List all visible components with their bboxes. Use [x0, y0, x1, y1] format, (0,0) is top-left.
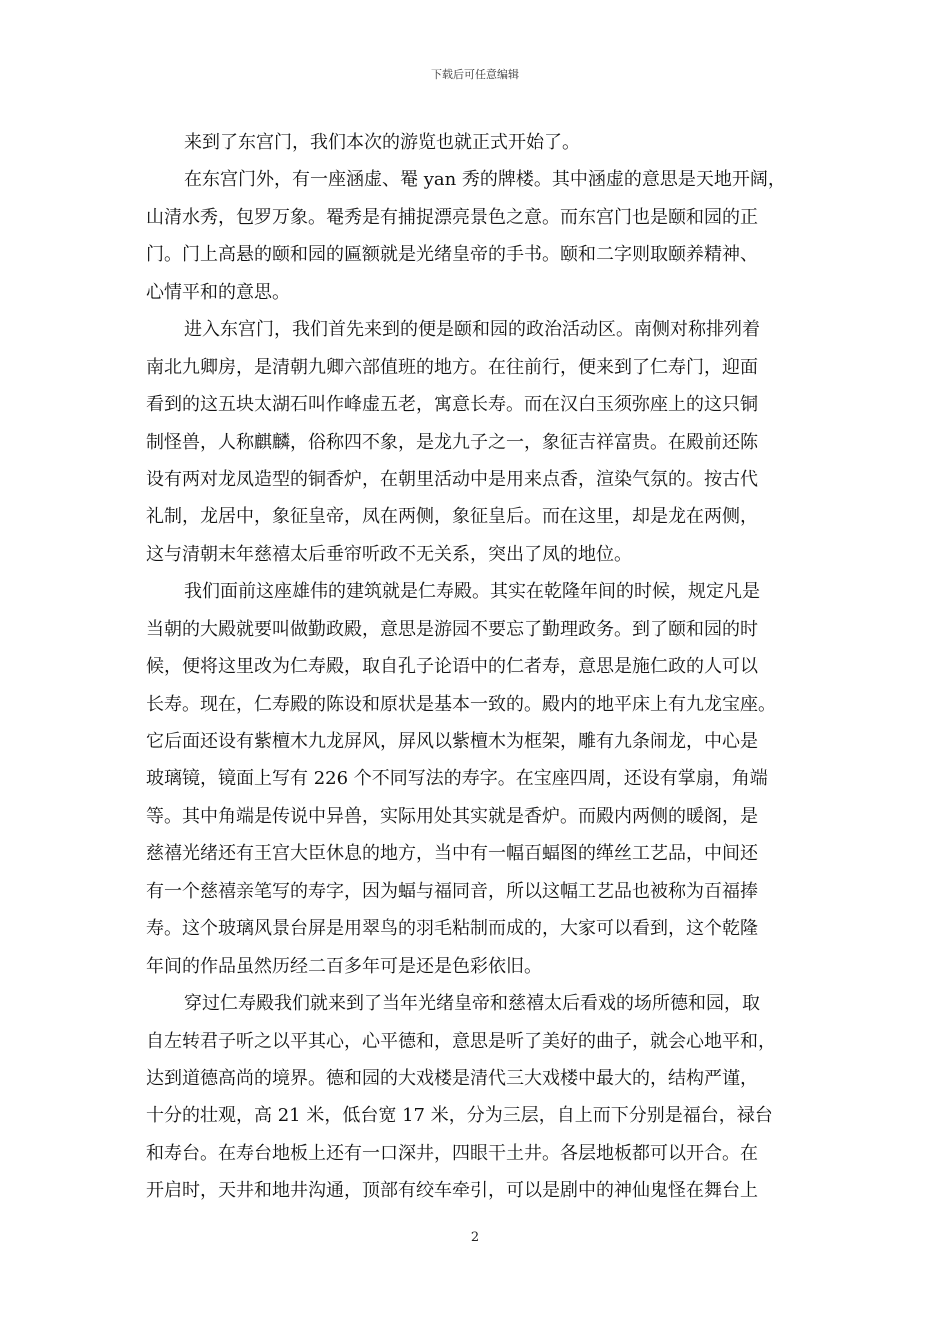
text-line: 玻璃镜，镜面上写有 226 个不同写法的寿字。在宝座四周，还设有掌扇，角端 [146, 768, 768, 790]
text-line: 和寿台。在寿台地板上还有一口深井，四眼干土井。各层地板都可以开合。在 [146, 1142, 758, 1164]
text-line: 它后面还设有紫檀木九龙屏风，屏风以紫檀木为框架，雕有九条闹龙，中心是 [146, 731, 758, 752]
page-number: 2 [470, 1230, 480, 1245]
text-line: 门。门上高悬的颐和园的匾额就是光绪皇帝的手书。颐和二字则取颐养精神、 [146, 244, 758, 266]
text-line: 心情平和的意思。 [146, 281, 290, 303]
text-line: 长寿。现在，仁寿殿的陈设和原状是基本一致的。殿内的地平床上有九龙宝座。 [146, 693, 776, 715]
document-body [146, 124, 806, 1210]
page-header: 下载后可任意编辑 [431, 68, 519, 81]
text-line: 山清水秀，包罗万象。罨秀是有捕捉漂亮景色之意。而东宫门也是颐和园的正 [146, 206, 758, 228]
text-line: 有一个慈禧亲笔写的寿字，因为蝠与福同音，所以这幅工艺品也被称为百福捧 [146, 880, 758, 902]
text-line: 候，便将这里改为仁寿殿，取自孔子论语中的仁者寿，意思是施仁政的人可以 [146, 656, 758, 678]
text-line: 寿。这个玻璃风景台屏是用翠鸟的羽毛粘制而成的，大家可以看到，这个乾隆 [146, 918, 758, 940]
text-line: 制怪兽，人称麒麟，俗称四不象，是龙九子之一，象征吉祥富贵。在殿前还陈 [146, 431, 758, 453]
text-line: 我们面前这座雄伟的建筑就是仁寿殿。其实在乾隆年间的时候，规定凡是 [184, 581, 760, 603]
text-line: 看到的这五块太湖石叫作峰虚五老，寓意长寿。而在汉白玉须弥座上的这只铜 [146, 394, 758, 416]
text-line: 设有两对龙凤造型的铜香炉，在朝里活动中是用来点香，渲染气氛的。按古代 [146, 468, 758, 490]
text-line: 进入东宫门，我们首先来到的便是颐和园的政治活动区。南侧对称排列着 [184, 319, 760, 341]
text-line: 开启时，天井和地井沟通，顶部有绞车牵引，可以是剧中的神仙鬼怪在舞台上 [146, 1180, 758, 1202]
text-line: 来到了东宫门，我们本次的游览也就正式开始了。 [184, 132, 580, 153]
text-line: 十分的壮观，高 21 米，低台宽 17 米，分为三层，自上而下分别是福台，禄台 [146, 1105, 773, 1127]
text-line: 自左转君子听之以平其心，心平德和，意思是听了美好的曲子，就会心地平和， [146, 1030, 776, 1052]
text-line: 穿过仁寿殿我们就来到了当年光绪皇帝和慈禧太后看戏的场所德和园，取 [184, 993, 760, 1015]
text-line: 达到道德高尚的境界。德和园的大戏楼是清代三大戏楼中最大的，结构严谨， [146, 1067, 758, 1089]
text-line: 当朝的大殿就要叫做勤政殿，意思是游园不要忘了勤理政务。到了颐和园的时 [146, 618, 758, 640]
text-line: 等。其中角端是传说中异兽，实际用处其实就是香炉。而殿内两侧的暖阁，是 [146, 805, 758, 827]
text-line: 礼制，龙居中，象征皇帝，凤在两侧，象征皇后。而在这里，却是龙在两侧， [146, 506, 758, 528]
text-line: 这与清朝末年慈禧太后垂帘听政不无关系，突出了凤的地位。 [146, 543, 632, 565]
text-line: 年间的作品虽然历经二百多年可是还是色彩依旧。 [146, 955, 542, 977]
text-line: 南北九卿房，是清朝九卿六部值班的地方。在往前行，便来到了仁寿门，迎面 [146, 356, 758, 378]
text-line: 慈禧光绪还有王宫大臣休息的地方，当中有一幅百蝠图的缂丝工艺品，中间还 [146, 843, 758, 865]
text-line: 在东宫门外，有一座涵虚、罨 yan 秀的牌楼。其中涵虚的意思是天地开阔， [184, 169, 786, 191]
